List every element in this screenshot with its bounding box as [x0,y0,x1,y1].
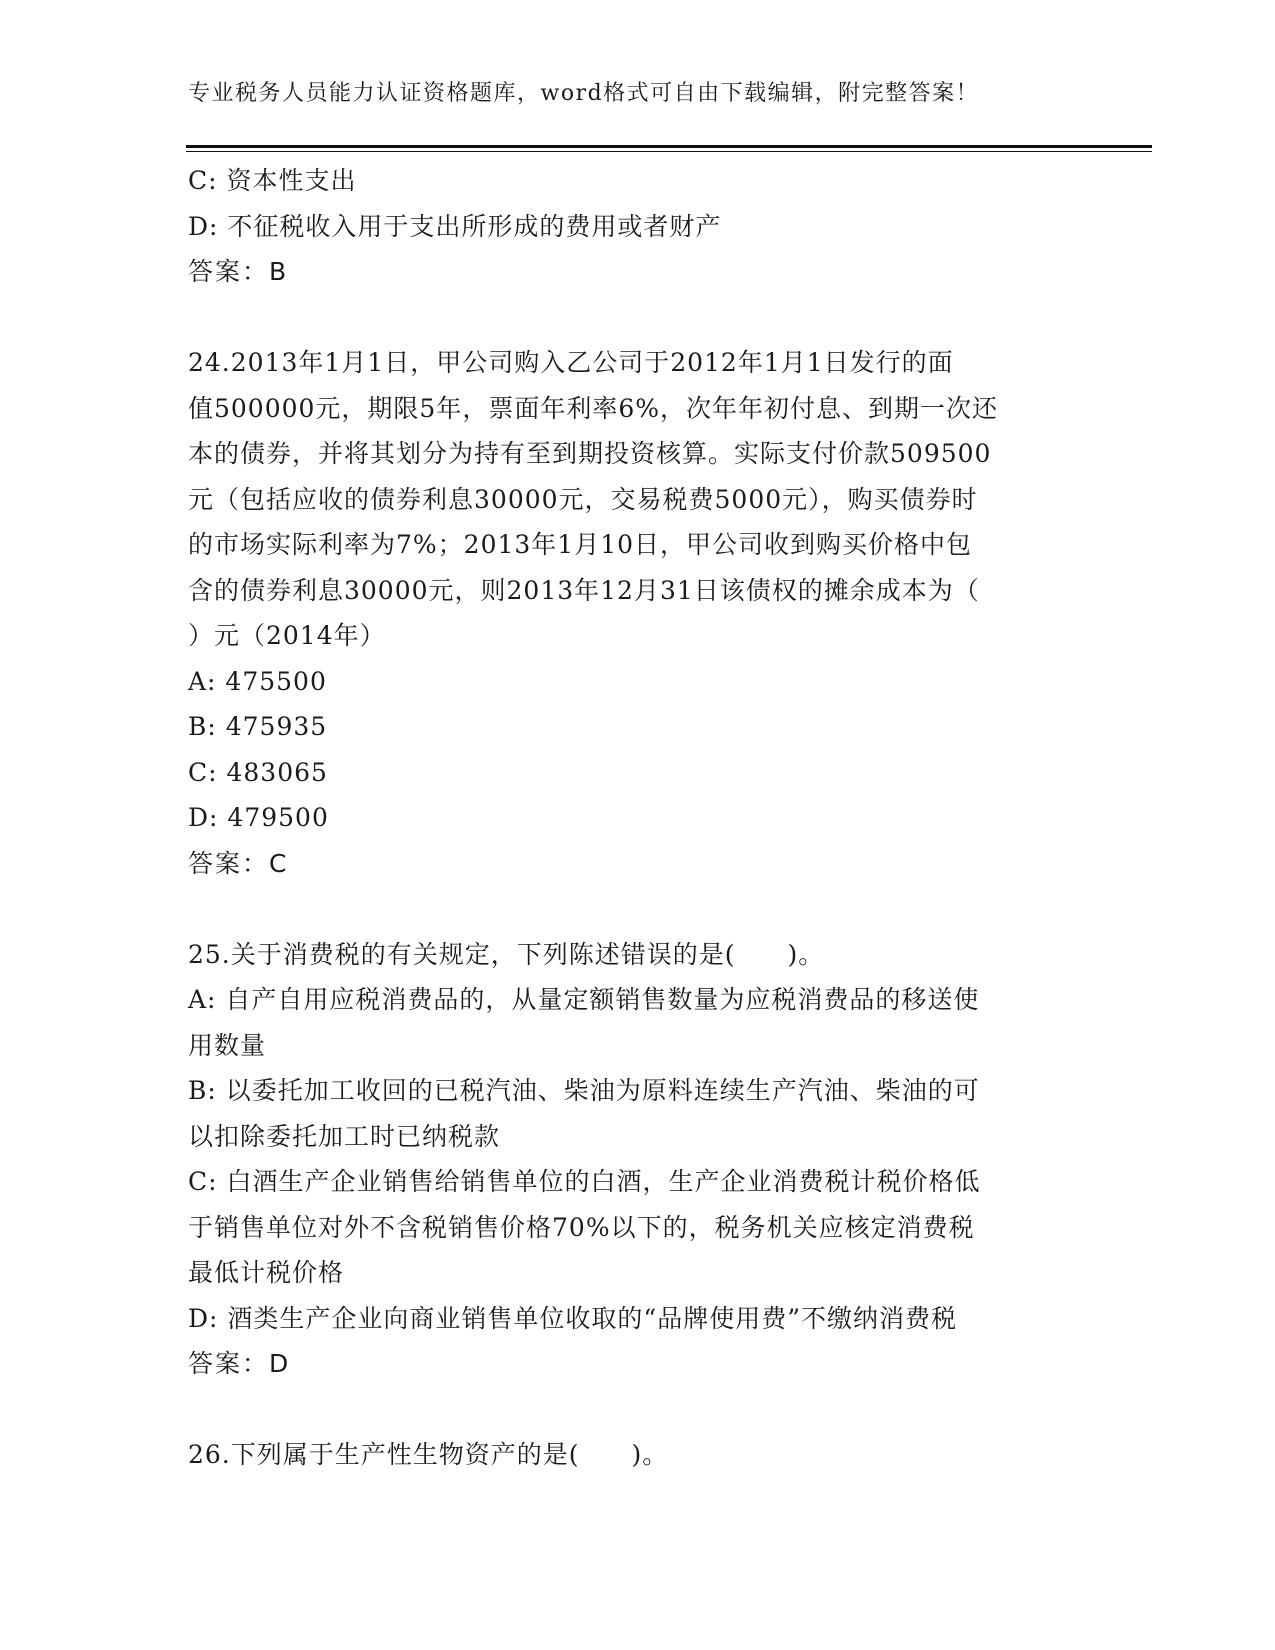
page-header: 专业税务人员能力认证资格题库，word格式可自由下载编辑，附完整答案！ [188,81,980,106]
question-block [188,1432,1088,1478]
text-line: C: 白酒生产企业销售给销售单位的白酒，生产企业消费税计税价格低 [188,1167,981,1196]
text-line: D: 不征税收入用于支出所形成的费用或者财产 [188,211,722,241]
question-block [188,932,1088,1387]
block-spacer [188,1387,1088,1433]
text-line: 含的债券利息30000元，则2013年12月31日该债权的摊余成本为（ [188,575,980,605]
text-line: 本的债券，并将其划分为持有至到期投资核算。实际支付价款509500 [188,439,992,468]
text-line: D: 酒类生产企业向商业销售单位收取的“品牌使用费”不缴纳消费税 [188,1303,957,1333]
answer-line: 答案：C [188,848,289,878]
text-line: 以扣除委托加工时已纳税款 [188,1121,501,1151]
text-line: 于销售单位对外不含税销售价格70%以下的，税务机关应核定消费税 [188,1212,975,1242]
text-line: 26.下列属于生产性生物资产的是( )。 [188,1440,669,1469]
answer-line: 答案：B [188,257,289,286]
document-body [188,158,1088,1478]
text-line: 最低计税价格 [188,1258,345,1287]
question-block [188,158,1088,295]
text-line: D: 479500 [188,803,329,832]
text-line: 用数量 [188,1030,267,1060]
header-rule-thin [186,151,1152,152]
question-block [188,340,1088,886]
text-line: 25.关于消费税的有关规定，下列陈述错误的是( )。 [188,939,825,969]
text-line: B: 475935 [188,712,328,741]
text-line: A: 自产自用应税消费品的，从量定额销售数量为应税消费品的移送使 [188,985,980,1014]
block-spacer [188,886,1088,932]
text-line: B: 以委托加工收回的已税汽油、柴油为原料连续生产汽油、柴油的可 [188,1076,980,1105]
text-line: C: 资本性支出 [188,166,357,195]
answer-line: 答案：D [188,1349,291,1378]
text-line: C: 483065 [188,757,328,787]
text-line: ）元（2014年） [188,621,386,650]
text-line: 的市场实际利率为7%；2013年1月10日，甲公司收到购买价格中包 [188,530,973,559]
text-line: A: 475500 [188,666,327,696]
header-rule [186,145,1152,148]
block-spacer [188,295,1088,341]
text-line: 值500000元，期限5年，票面年利率6%，次年年初付息、到期一次还 [188,393,999,423]
text-line: 24.2013年1月1日，甲公司购入乙公司于2012年1月1日发行的面 [188,348,954,377]
text-line: 元（包括应收的债券利息30000元，交易税费5000元），购买债券时 [188,484,978,514]
